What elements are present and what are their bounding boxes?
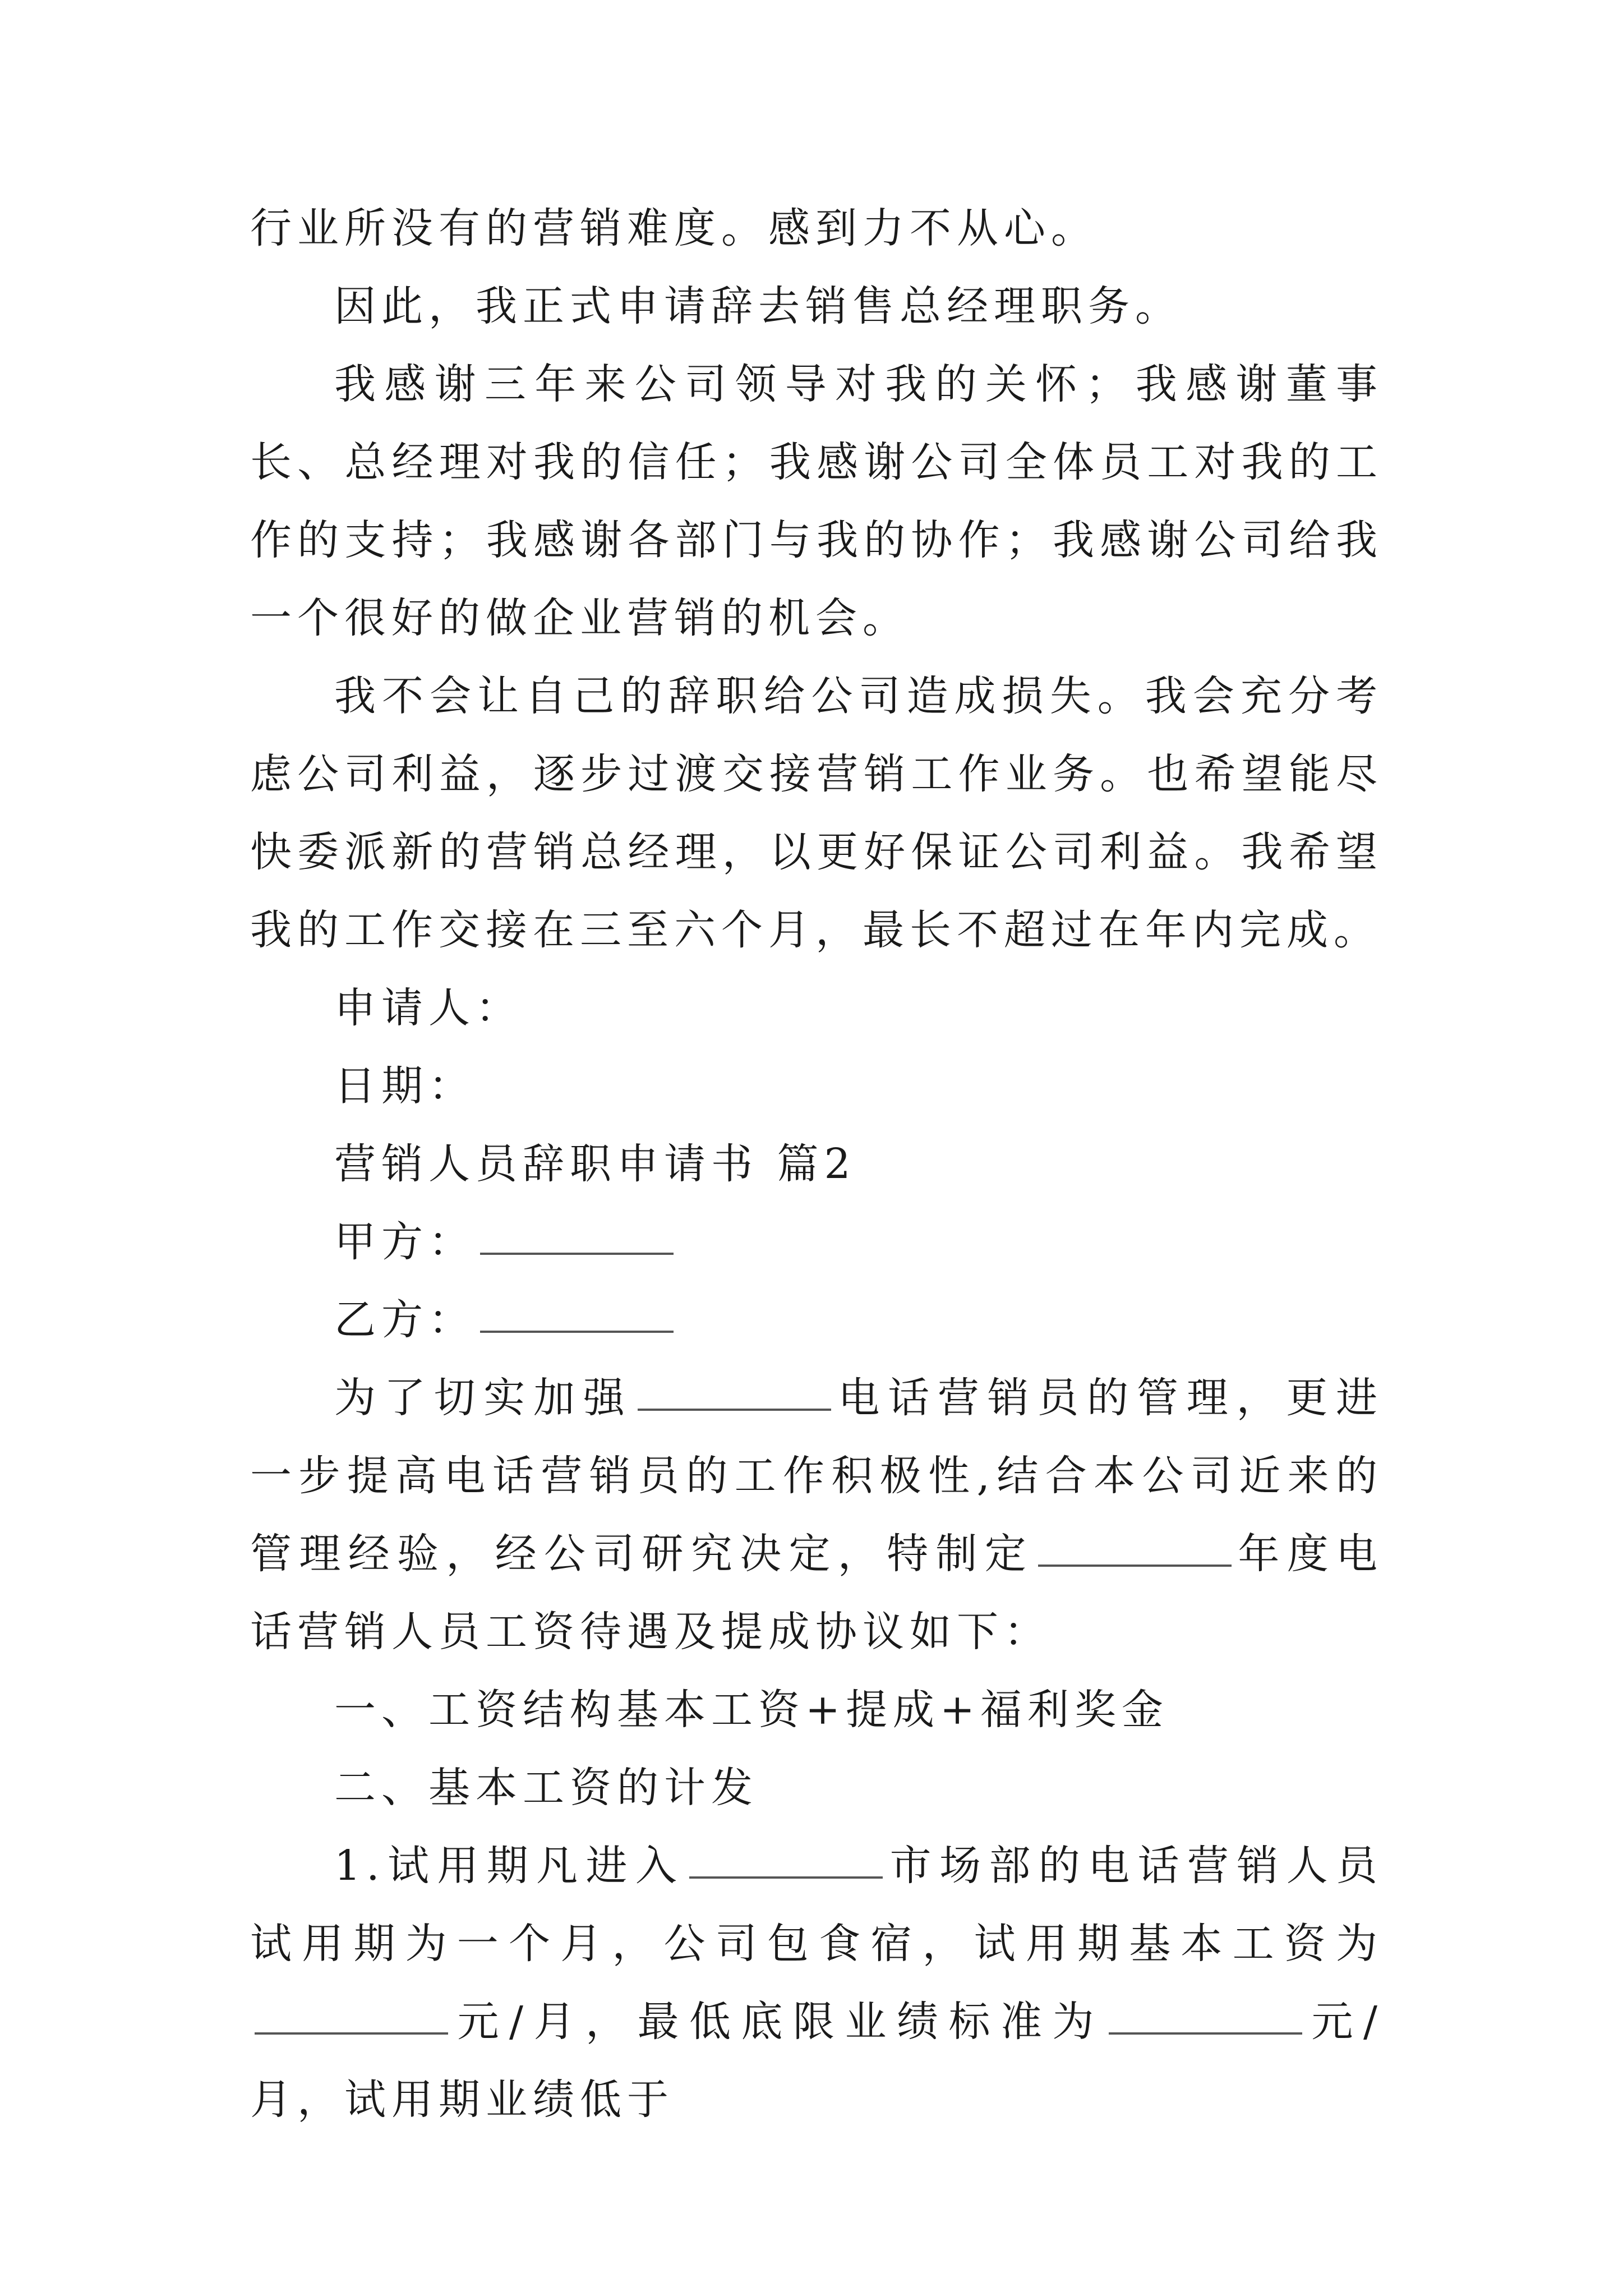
paragraph-p11 [250,1671,1383,1749]
fill-in-blank-line [689,1874,883,1879]
fill-in-blank-line [1038,1562,1232,1567]
fill-in-blank-line [255,2030,448,2035]
paragraph-text: 乙方： [334,1296,476,1344]
paragraph-text: 电话营销员的管理，更进一步提高电话营销员的工作积极性,结合本公司近来的管理经验，经公司研究决定，特制定 [250,1374,1384,1578]
paragraph-p10 [250,1359,1383,1671]
fill-in-blank-line [480,1250,674,1255]
paragraph-p2 [250,268,1383,346]
paragraph-p4 [250,657,1383,969]
paragraph-p5 [250,969,1383,1047]
paragraph-text: 元/月，最低底限业绩标准为 [453,1998,1105,2046]
paragraph-text: 年度电话营销人员工资待遇及提成协议如下： [250,1530,1384,1656]
paragraph-p6 [250,1047,1383,1125]
document-body [250,190,1383,2139]
paragraph-text: 营销人员辞职申请书 篇2 [334,1140,856,1188]
paragraph-text: 我感谢三年来公司领导对我的关怀；我感谢董事长、总经理对我的信任；我感谢公司全体员工对我的工作的支持；我感谢各部门与我的协作；我感谢公司给我一个很好的做企业营销的机会。 [250,360,1383,642]
paragraph-p12 [250,1749,1383,1827]
paragraph-p8 [250,1203,1383,1281]
paragraph-p13 [250,1827,1383,2139]
paragraph-text: 行业所没有的营销难度。感到力不从心。 [250,204,1098,252]
fill-in-blank-line [1109,2030,1302,2035]
paragraph-p7 [250,1125,1383,1203]
paragraph-p3 [250,346,1383,657]
paragraph-p1 [250,190,1383,268]
fill-in-blank-line [480,1328,674,1333]
paragraph-text: 一、工资结构基本工资+提成+福利奖金 [334,1686,1169,1734]
paragraph-p9 [250,1281,1383,1359]
paragraph-text: 日期： [334,1062,476,1110]
paragraph-text: 我不会让自己的辞职给公司造成损失。我会充分考虑公司利益，逐步过渡交接营销工作业务。也希望能尽快委派新的营销总经理，以更好保证公司利益。我希望我的工作交接在三至六个月，最长不超过在年内完成。 [250,672,1383,954]
paragraph-text: 甲方： [334,1218,476,1266]
paragraph-text: 市场部的电话营销人员试用期为一个月，公司包食宿，试用期基本工资为 [250,1842,1383,1968]
paragraph-text: 申请人： [334,984,523,1032]
paragraph-text: 元/月，试用期业绩低于 [250,1998,1383,2124]
paragraph-text: 二、基本工资的计发 [334,1764,758,1812]
fill-in-blank-line [638,1406,831,1411]
paragraph-text: 1.试用期凡进入 [334,1842,685,1890]
paragraph-text: 因此，我正式申请辞去销售总经理职务。 [334,282,1182,330]
paragraph-text: 为了切实加强 [334,1374,633,1422]
